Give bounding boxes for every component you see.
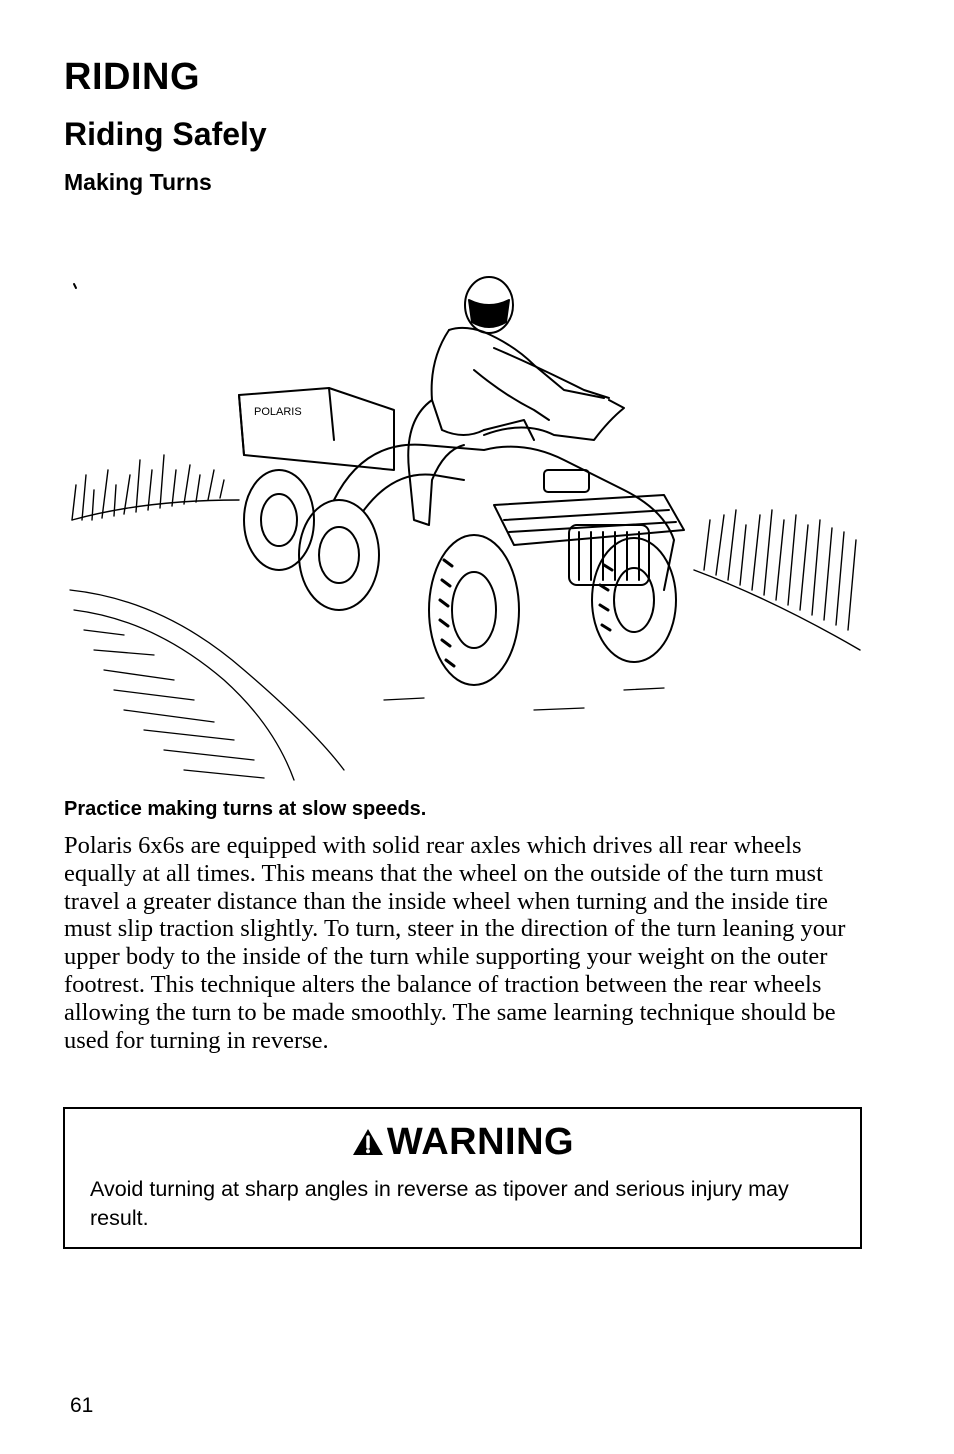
page-number: 61 — [70, 1394, 94, 1417]
cargo-box-lettering: POLARIS — [254, 406, 302, 418]
subsection-title: Riding Safely — [64, 116, 267, 152]
warning-heading — [65, 1121, 860, 1164]
illustration-caption: Practice making turns at slow speeds. — [64, 798, 427, 820]
atv-rider-illustration-icon — [64, 270, 864, 790]
warning-text: Avoid turning at sharp angles in reverse as tipover and serious injury may result. — [90, 1177, 789, 1230]
warning-title: WARNING — [386, 1121, 575, 1163]
topic-title: Making Turns — [64, 169, 212, 195]
section-title: RIDING — [64, 56, 200, 98]
body-paragraph: Polaris 6x6s are equipped with solid rear axles which drives all rear wheels equally at all times. This means that the wheel on the outside of the turn must travel a greater distance than the inside wheel when turning and the inside tire must slip traction slightly. To turn, steer in the direction of the turn leaning your upper body to the inside of the turn while supporting your weight on the outer footrest. This technique alters the balance of traction between the rear wheels allowing the turn to be made smoothly. The same learning technique should be used for turning in reverse. — [64, 832, 846, 1054]
warning-triangle-icon — [351, 1127, 385, 1157]
warning-box — [63, 1107, 862, 1249]
